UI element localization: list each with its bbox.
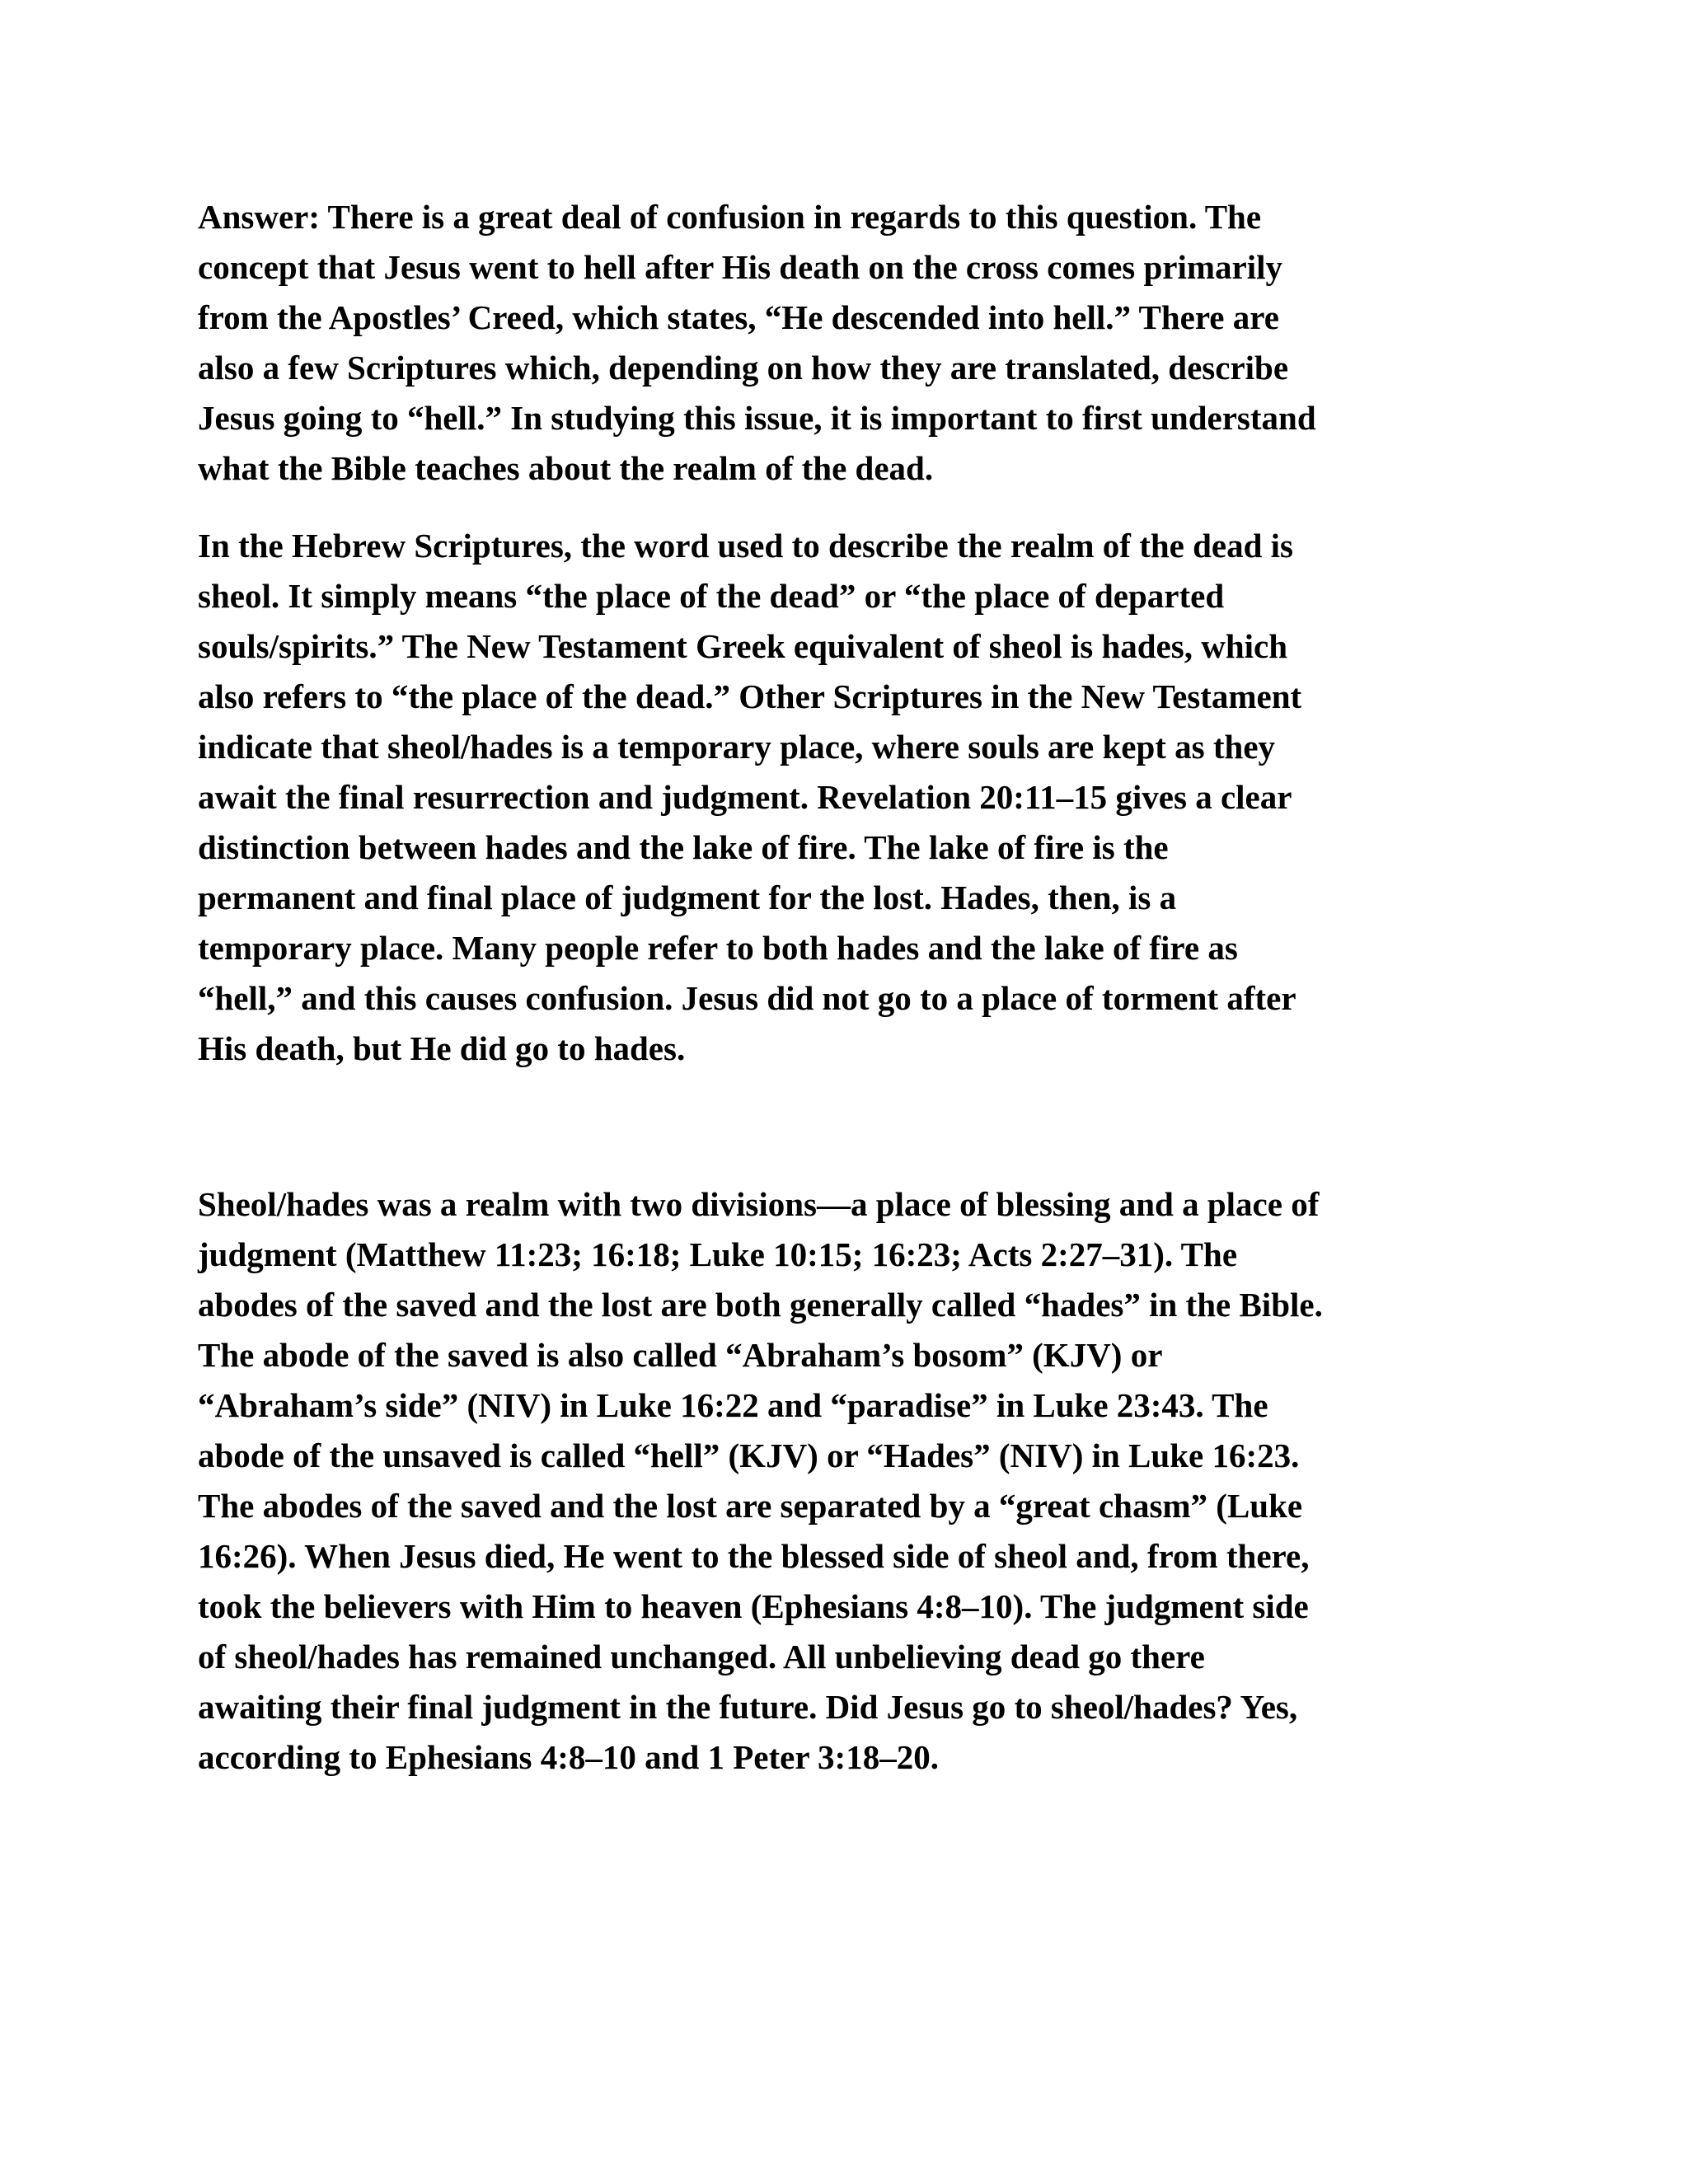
text-line: concept that Jesus went to hell after His death on the cross comes primarily — [198, 248, 1283, 286]
text-line: In the Hebrew Scriptures, the word used to describe the realm of the dead is — [198, 527, 1293, 565]
text-line: awaiting their final judgment in the future. Did Jesus go to sheol/hades? Yes, — [198, 1688, 1298, 1726]
text-line: judgment (Matthew 11:23; 16:18; Luke 10:15; 16:23; Acts 2:27–31). The — [198, 1235, 1238, 1273]
text-line: souls/spirits.” The New Testament Greek equivalent of sheol is hades, which — [198, 627, 1288, 665]
text-line: took the believers with Him to heaven (Ephesians 4:8–10). The judgment side — [198, 1587, 1309, 1625]
text-line: His death, but He did go to hades. — [198, 1029, 686, 1067]
text-line: abode of the unsaved is called “hell” (KJV) or “Hades” (NIV) in Luke 16:23. — [198, 1436, 1300, 1474]
text-line: indicate that sheol/hades is a temporary place, where souls are kept as they — [198, 728, 1276, 766]
text-line: 16:26). When Jesus died, He went to the blessed side of sheol and, from there, — [198, 1537, 1310, 1575]
text-line: temporary place. Many people refer to both hades and the lake of fire as — [198, 929, 1238, 967]
text-line: distinction between hades and the lake of fire. The lake of fire is the — [198, 828, 1169, 866]
text-line: permanent and final place of judgment for the lost. Hades, then, is a — [198, 879, 1177, 916]
text-line: The abode of the saved is also called “Abraham’s bosom” (KJV) or — [198, 1336, 1163, 1374]
text-line: The abodes of the saved and the lost are separated by a “great chasm” (Luke — [198, 1487, 1303, 1525]
paragraph-answer-intro — [198, 192, 1484, 494]
text-line: Answer: There is a great deal of confusion in regards to this question. The — [198, 198, 1262, 236]
paragraph-sheol-divisions — [198, 1179, 1484, 1783]
text-line: abodes of the saved and the lost are both generally called “hades” in the Bible. — [198, 1286, 1323, 1324]
text-line: from the Apostles’ Creed, which states, “He descended into hell.” There are — [198, 298, 1279, 336]
text-line: of sheol/hades has remained unchanged. All unbelieving dead go there — [198, 1638, 1205, 1675]
text-line: Jesus going to “hell.” In studying this issue, it is important to first understand — [198, 399, 1316, 437]
text-line: sheol. It simply means “the place of the dead” or “the place of departed — [198, 577, 1225, 615]
text-line: also refers to “the place of the dead.” Other Scriptures in the New Testament — [198, 677, 1302, 715]
paragraph-hebrew-scriptures — [198, 521, 1484, 1074]
text-line: what the Bible teaches about the realm of the dead. — [198, 449, 934, 487]
text-line: “hell,” and this causes confusion. Jesus did not go to a place of torment after — [198, 979, 1296, 1017]
text-line: also a few Scriptures which, depending on how they are translated, describe — [198, 349, 1289, 387]
text-line: according to Ephesians 4:8–10 and 1 Peter 3:18–20. — [198, 1738, 939, 1776]
text-line: await the final resurrection and judgment. Revelation 20:11–15 gives a clear — [198, 778, 1292, 816]
text-line: Sheol/hades was a realm with two divisions—a place of blessing and a place of — [198, 1185, 1320, 1223]
text-line: “Abraham’s side” (NIV) in Luke 16:22 and “paradise” in Luke 23:43. The — [198, 1386, 1268, 1424]
